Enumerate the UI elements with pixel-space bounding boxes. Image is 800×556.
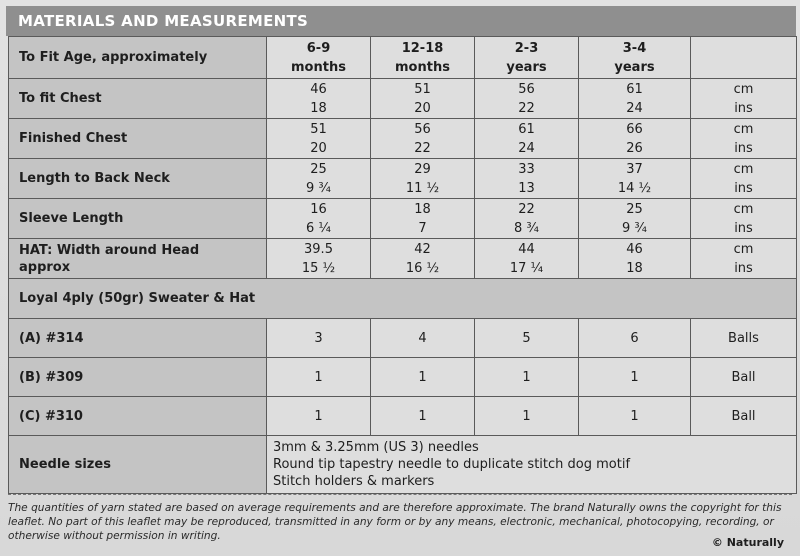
age-label: To Fit Age, approximately <box>9 37 267 79</box>
yarn-cell: 1 <box>475 358 579 397</box>
age-col-2: 12-18 months <box>371 37 475 79</box>
unit-header-empty <box>691 37 797 79</box>
yarn-cell: 1 <box>267 358 371 397</box>
age-col-4: 3-4 years <box>579 37 691 79</box>
row-label: Finished Chest <box>9 119 267 159</box>
copyright-notice: The quantities of yarn stated are based on average requirements and are therefore approximate. The brand Naturally owns the copyright for this leaflet. No part of this leaflet may be reproduced, transmitted in any form or by any means, electronic, mechanical, photocopying, recording, or otherwise without permission in writing. <box>8 494 792 543</box>
needles-line: Round tip tapestry needle to duplicate stitch dog motif <box>273 457 631 472</box>
age-col-3: 2-3 years <box>475 37 579 79</box>
table-row <box>9 397 797 436</box>
yarn-cell: 1 <box>371 397 475 436</box>
table-row <box>9 239 797 279</box>
yarn-cell: 4 <box>371 319 475 358</box>
measurement-cell: 16 6 ¼ <box>267 199 371 239</box>
measurement-cell: 33 13 <box>475 159 579 199</box>
table-row <box>9 159 797 199</box>
measurement-cell: 46 18 <box>267 79 371 119</box>
row-label: Sleeve Length <box>9 199 267 239</box>
section-title: MATERIALS AND MEASUREMENTS <box>6 6 796 36</box>
yarn-cell: 1 <box>371 358 475 397</box>
row-label: (B) #309 <box>9 358 267 397</box>
needles-row <box>9 436 797 494</box>
measurement-cell: 56 22 <box>371 119 475 159</box>
unit-cell: cm ins <box>691 199 797 239</box>
yarn-heading: Loyal 4ply (50gr) Sweater & Hat <box>9 279 797 319</box>
measurement-cell: 46 18 <box>579 239 691 279</box>
yarn-cell: 1 <box>267 397 371 436</box>
yarn-heading-row <box>9 279 797 319</box>
measurement-cell: 61 24 <box>579 79 691 119</box>
yarn-cell: 1 <box>579 397 691 436</box>
measurement-cell: 29 11 ½ <box>371 159 475 199</box>
measurement-cell: 56 22 <box>475 79 579 119</box>
table-row <box>9 358 797 397</box>
table-row <box>9 119 797 159</box>
measurement-cell: 37 14 ½ <box>579 159 691 199</box>
measurement-cell: 61 24 <box>475 119 579 159</box>
yarn-cell: 5 <box>475 319 579 358</box>
unit-cell: cm ins <box>691 239 797 279</box>
unit-cell: Ball <box>691 397 797 436</box>
table-row <box>9 319 797 358</box>
measurement-cell: 51 20 <box>371 79 475 119</box>
row-label: Length to Back Neck <box>9 159 267 199</box>
age-header-row <box>9 37 797 79</box>
row-label: To fit Chest <box>9 79 267 119</box>
yarn-cell: 6 <box>579 319 691 358</box>
row-label: HAT: Width around Head approx <box>9 239 267 279</box>
measurement-cell: 39.5 15 ½ <box>267 239 371 279</box>
row-label: (C) #310 <box>9 397 267 436</box>
needles-line: Stitch holders & markers <box>273 474 435 489</box>
measurement-cell: 51 20 <box>267 119 371 159</box>
measurement-cell: 44 17 ¼ <box>475 239 579 279</box>
measurement-cell: 22 8 ¾ <box>475 199 579 239</box>
needles-label: Needle sizes <box>9 436 267 494</box>
row-label: (A) #314 <box>9 319 267 358</box>
measurement-cell: 25 9 ¾ <box>579 199 691 239</box>
measurement-cell: 25 9 ¾ <box>267 159 371 199</box>
table-row <box>9 79 797 119</box>
measurement-cell: 42 16 ½ <box>371 239 475 279</box>
unit-cell: Ball <box>691 358 797 397</box>
yarn-cell: 1 <box>579 358 691 397</box>
measurement-cell: 18 7 <box>371 199 475 239</box>
yarn-cell: 3 <box>267 319 371 358</box>
age-col-1: 6-9 months <box>267 37 371 79</box>
measurements-table <box>8 36 797 494</box>
unit-cell: Balls <box>691 319 797 358</box>
needles-list <box>267 436 797 494</box>
unit-cell: cm ins <box>691 79 797 119</box>
brand-mark: © Naturally <box>711 536 784 549</box>
yarn-cell: 1 <box>475 397 579 436</box>
unit-cell: cm ins <box>691 119 797 159</box>
table-row <box>9 199 797 239</box>
measurement-cell: 66 26 <box>579 119 691 159</box>
unit-cell: cm ins <box>691 159 797 199</box>
needles-line: 3mm & 3.25mm (US 3) needles <box>273 440 479 455</box>
